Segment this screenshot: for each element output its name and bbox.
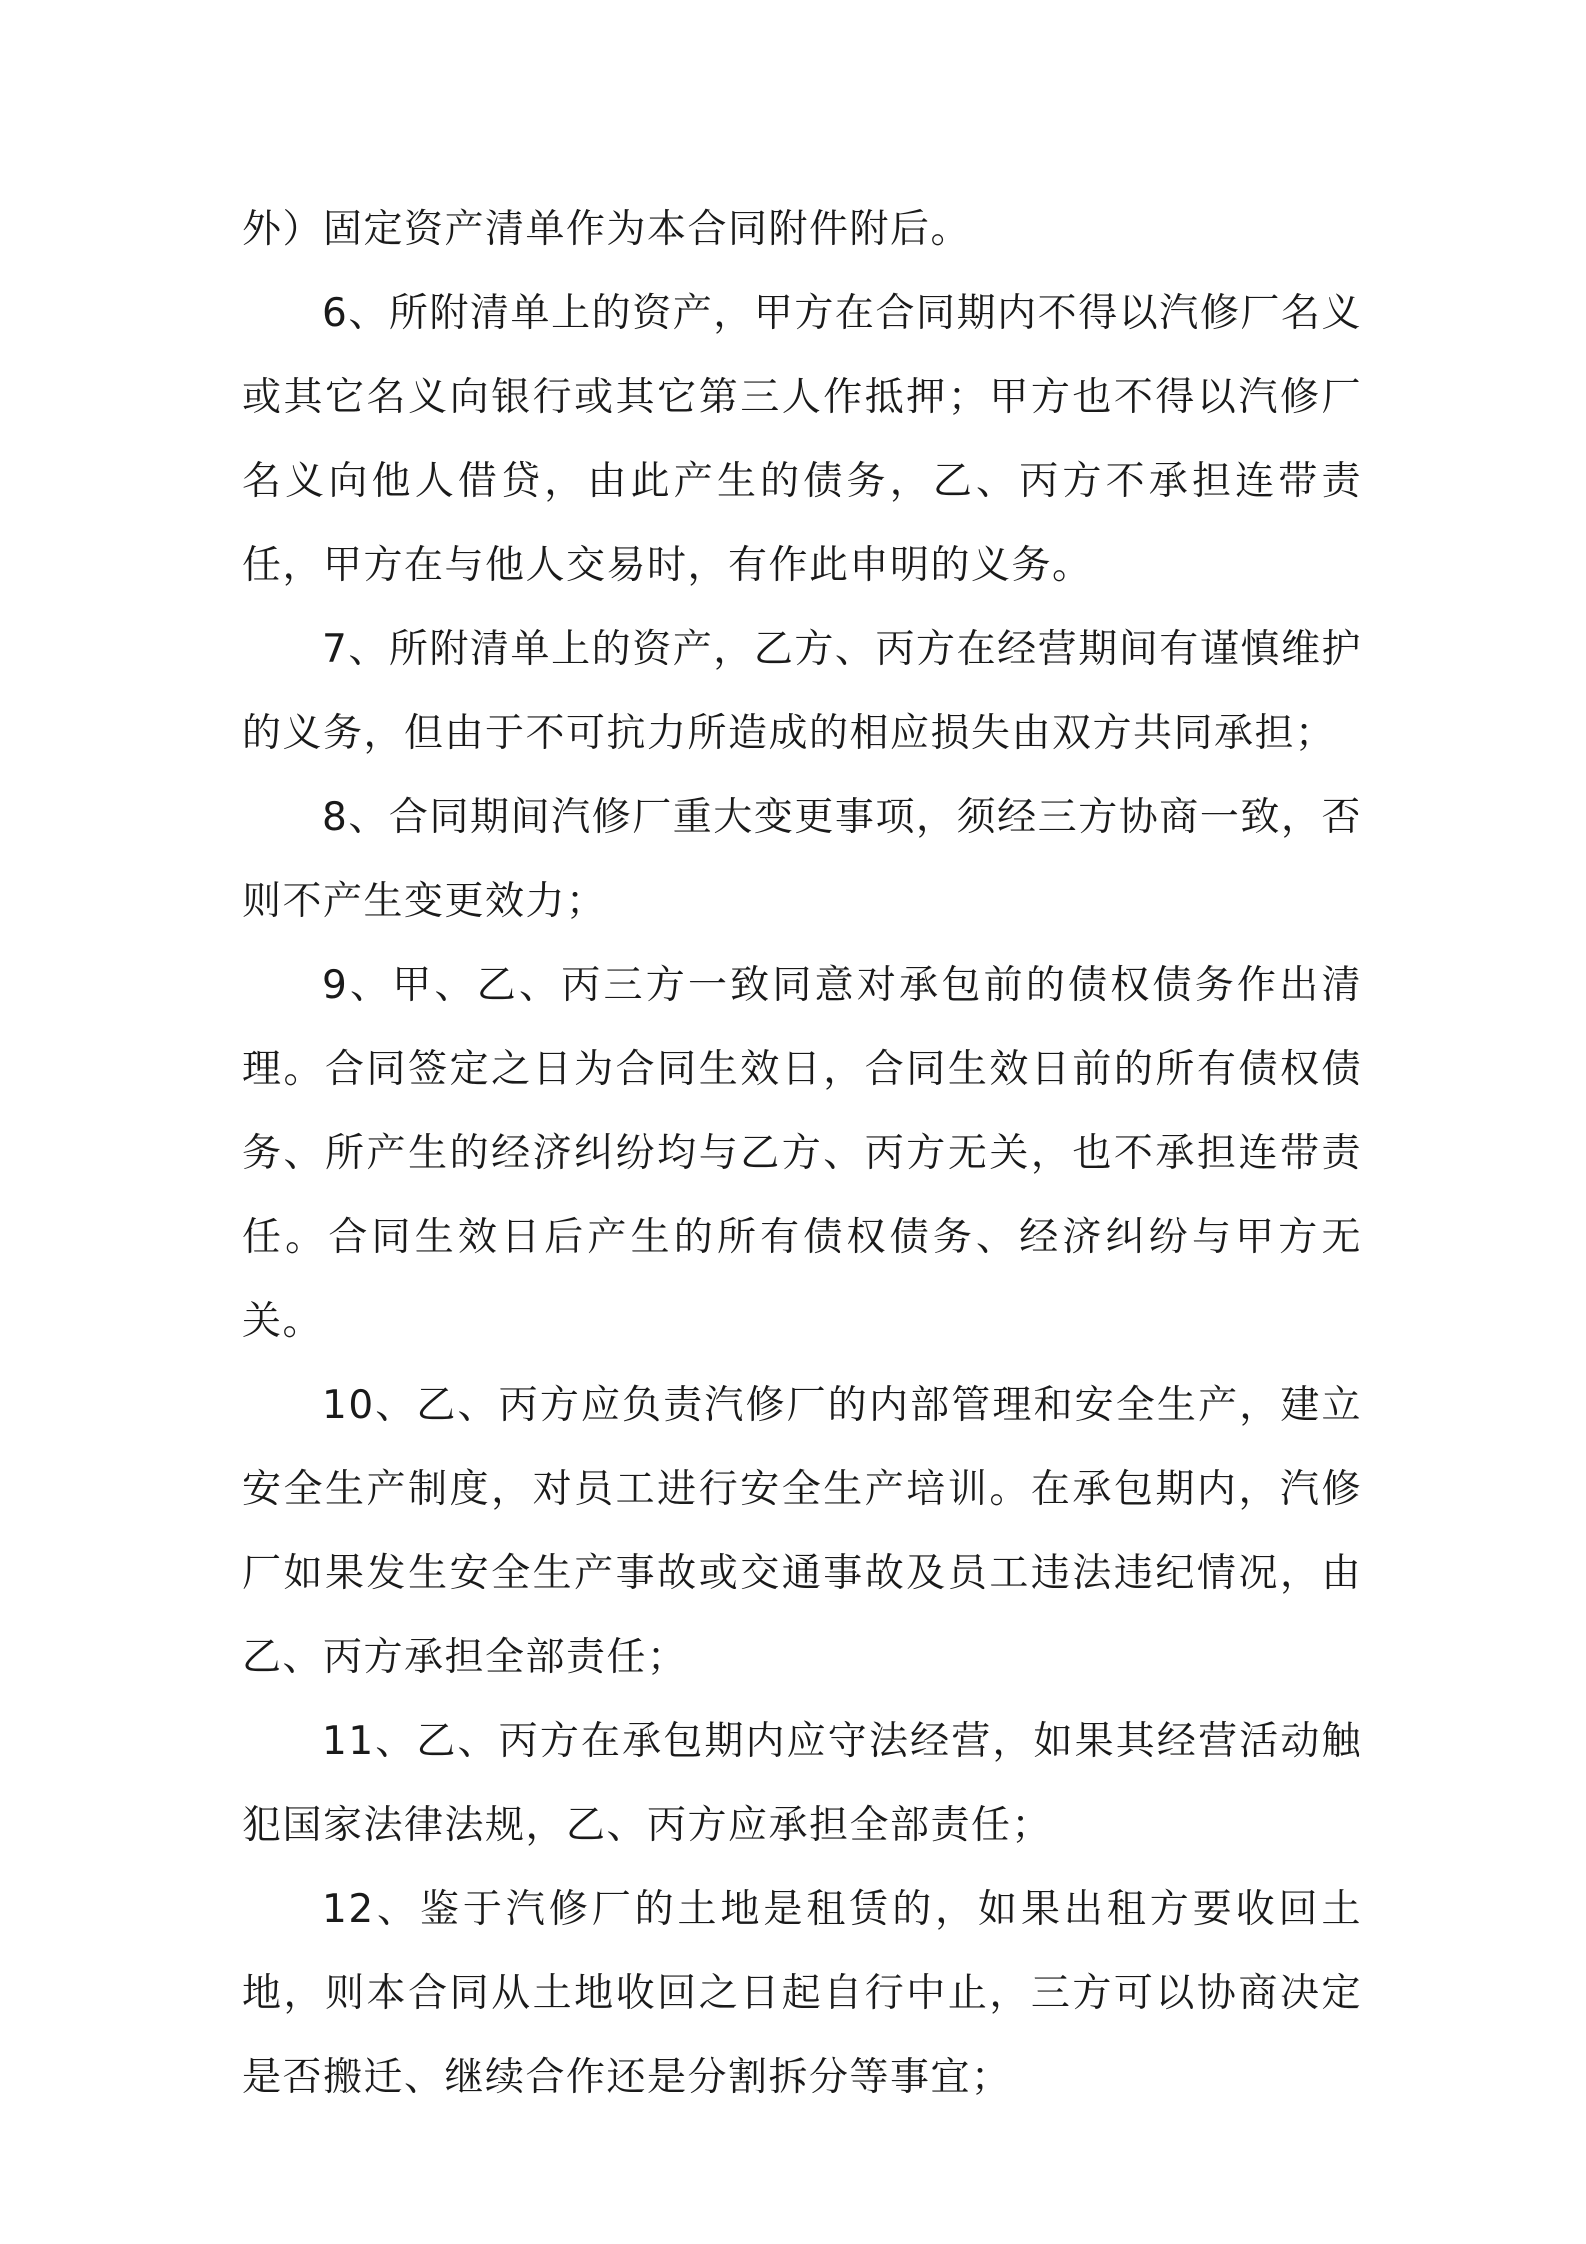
clause-12: 12、鉴于汽修厂的土地是租赁的，如果出租方要收回土地，则本合同从土地收回之日起自行中止，三方可以协商决定是否搬迁、继续合作还是分割拆分等事宜； (242, 1887, 1362, 2100)
clause-11: 11、乙、丙方在承包期内应守法经营，如果其经营活动触犯国家法律法规，乙、丙方应承担全部责任； (242, 1719, 1362, 1848)
clause-7: 7、所附清单上的资产，乙方、丙方在经营期间有谨慎维护的义务，但由于不可抗力所造成的相应损失由双方共同承担； (242, 627, 1362, 756)
clause-8: 8、合同期间汽修厂重大变更事项，须经三方协商一致，否则不产生变更效力； (242, 795, 1362, 924)
clause-6: 6、所附清单上的资产，甲方在合同期内不得以汽修厂名义或其它名义向银行或其它第三人作抵押；甲方也不得以汽修厂名义向他人借贷，由此产生的债务，乙、丙方不承担连带责任，甲方在与他人交易时，有作此申明的义务。 (242, 291, 1362, 588)
clause-10: 10、乙、丙方应负责汽修厂的内部管理和安全生产，建立安全生产制度，对员工进行安全生产培训。在承包期内，汽修厂如果发生安全生产事故或交通事故及员工违法违纪情况，由乙、丙方承担全部责任； (242, 1383, 1362, 1680)
paragraph-continuation: 外）固定资产清单作为本合同附件附后。 (242, 207, 972, 252)
contract-body (242, 188, 1362, 2120)
clause-9: 9、甲、乙、丙三方一致同意对承包前的债权债务作出清理。合同签定之日为合同生效日，合同生效日前的所有债权债务、所产生的经济纠纷均与乙方、丙方无关，也不承担连带责任。合同生效日后产生的所有债权债务、经济纠纷与甲方无关。 (242, 963, 1362, 1344)
